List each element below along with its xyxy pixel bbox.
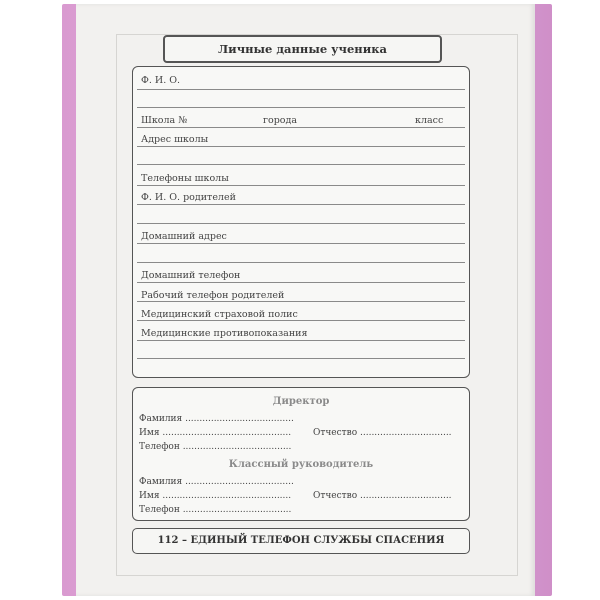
page-title: Личные данные ученика xyxy=(163,35,442,63)
city-label: города xyxy=(263,115,298,126)
emergency-phone-banner: 112 – ЕДИНЫЙ ТЕЛЕФОН СЛУЖБЫ СПАСЕНИЯ xyxy=(132,528,470,554)
planner-page xyxy=(76,4,535,596)
director-patronymic: Отчество ................................ xyxy=(313,428,452,438)
director-title: Директор xyxy=(272,396,330,407)
parents-work-phone-label: Рабочий телефон родителей xyxy=(141,290,285,301)
home-address-label: Домашний адрес xyxy=(141,231,227,242)
director-name: Имя ............................................. xyxy=(139,428,292,438)
school-no-label: Школа № xyxy=(141,115,188,126)
contacts-box xyxy=(132,387,470,521)
contraindications-label: Медицинские противопоказания xyxy=(141,328,308,339)
class-teacher-title: Классный руководитель xyxy=(228,459,374,470)
insurance-label: Медицинский страховой полис xyxy=(141,309,298,320)
class-teacher-patronymic: Отчество ................................ xyxy=(313,491,452,501)
contraindications-line-2 xyxy=(137,67,465,359)
director-phone: Телефон ...................................... xyxy=(139,442,292,452)
home-phone-label: Домашний телефон xyxy=(141,270,241,281)
grade-label: класс xyxy=(415,115,444,126)
class-teacher-name: Имя ............................................. xyxy=(139,491,292,501)
class-teacher-surname: Фамилия ...................................... xyxy=(139,477,294,487)
director-surname: Фамилия ...................................... xyxy=(139,414,294,424)
class-teacher-phone: Телефон ...................................... xyxy=(139,505,292,515)
parents-fio-label: Ф. И. О. родителей xyxy=(141,192,236,203)
student-data-form xyxy=(132,66,470,378)
fio-label: Ф. И. О. xyxy=(141,75,181,86)
school-address-label: Адрес школы xyxy=(141,134,209,145)
school-phones-label: Телефоны школы xyxy=(141,173,229,184)
